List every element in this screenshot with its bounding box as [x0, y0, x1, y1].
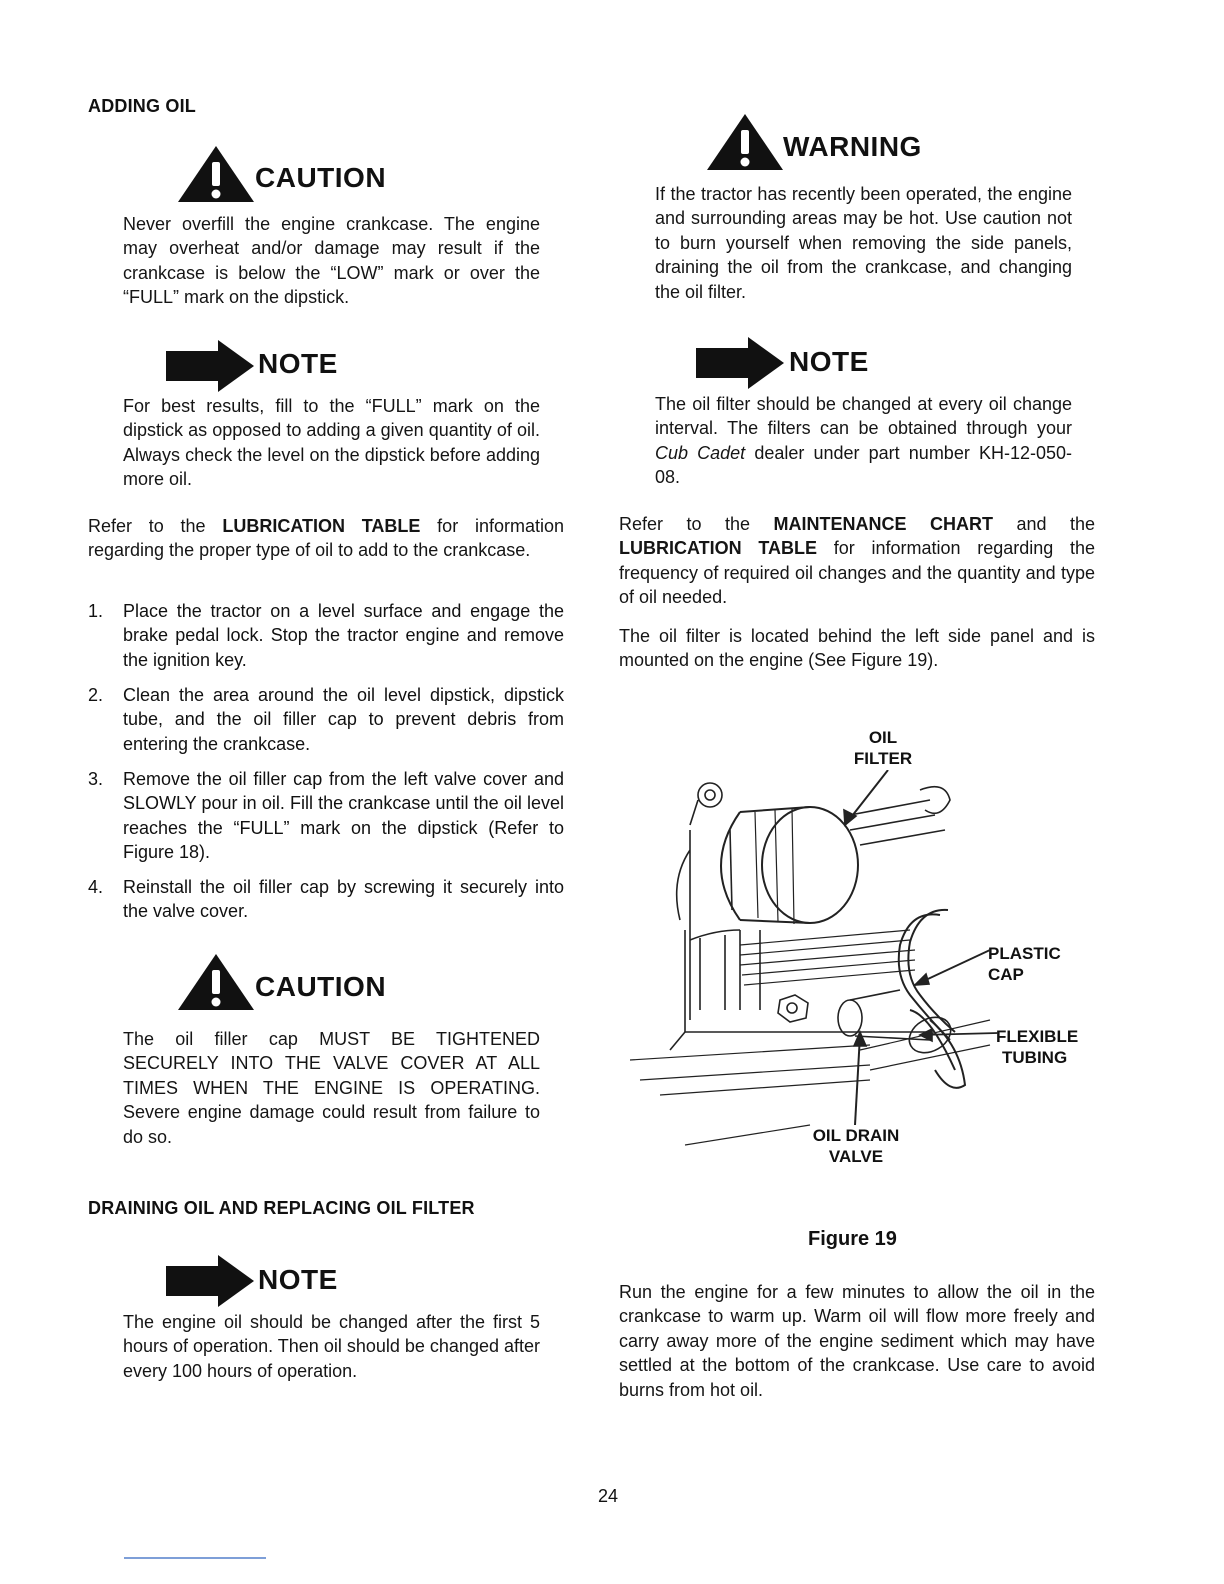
label-line: CAP — [988, 965, 1024, 984]
warning-text: If the tractor has recently been operated, the engine and surrounding areas may be hot. Use caution not to burn yourself when removing the side panels, draining the oil from the crankcase, and changing the oil filter. — [655, 184, 1072, 302]
list-item-number: 4. — [88, 877, 104, 897]
refer-pre: Refer to the — [619, 514, 774, 534]
figure-caption: Figure 19 — [808, 1228, 897, 1250]
section-heading-draining-oil: DRAINING OIL AND REPLACING OIL FILTER — [88, 1198, 475, 1218]
note-title: NOTE — [789, 346, 869, 377]
lubrication-table-ref: LUBRICATION TABLE — [222, 516, 421, 536]
section-heading-adding-oil: ADDING OIL — [88, 96, 196, 116]
note-arrow-icon — [164, 1255, 256, 1307]
list-item-number: 1. — [88, 601, 104, 621]
refer-post: for information regarding the frequency of required oil changes and the quantity and type of oil needed. — [619, 538, 1095, 608]
refer-post: for information regarding the proper type of oil to add to the crankcase. — [88, 516, 564, 561]
note-title: NOTE — [258, 1264, 338, 1295]
label-line: FILTER — [853, 749, 913, 768]
engine-oil-filter-illustration — [630, 770, 1000, 1170]
oil-filter-note-text — [655, 392, 1072, 490]
refer-pre: Refer to the — [88, 516, 223, 536]
caution-text: Never overfill the engine crankcase. The engine may overheat and/or damage may result if the crankcase is below the “LOW” mark or over the “FULL” mark on the dipstick. — [123, 214, 540, 308]
note-text-post: dealer under part number KH-12-050-08. — [655, 442, 1072, 488]
label-line: OIL — [868, 728, 898, 747]
cub-cadet-brand: Cub Cadet — [655, 442, 746, 463]
caution-triangle-icon — [176, 144, 256, 204]
list-item-text: Place the tractor on a level surface and engage the brake pedal lock. Stop the tractor engine and remove the ignition key. — [123, 601, 564, 670]
list-item-text: Remove the oil filler cap from the left valve cover and SLOWLY pour in oil. Fill the crankcase until the oil level reaches the “FULL” mark on the dipstick (Refer to Figure 18). — [123, 769, 564, 863]
oil-filter-location-text: The oil filter is located behind the left side panel and is mounted on the engine (See Figure 19). — [619, 626, 1095, 671]
page-number: 24 — [598, 1486, 619, 1506]
warning-triangle-icon — [705, 112, 785, 172]
caution-title: CAUTION — [255, 971, 387, 1002]
figure-label-oil-filter — [840, 727, 926, 769]
list-item-number: 2. — [88, 685, 104, 705]
note-title: NOTE — [258, 348, 338, 379]
maintenance-refer-paragraph — [619, 512, 1095, 610]
figure-label-flexible-tubing — [996, 1026, 1078, 1068]
label-line: PLASTIC — [988, 944, 1061, 963]
note-text: The engine oil should be changed after the first 5 hours of operation. Then oil should be changed after every 100 hours of operation. — [123, 1312, 540, 1381]
refer-mid: and the — [992, 514, 1095, 534]
run-engine-paragraph: Run the engine for a few minutes to allow the oil in the crankcase to warm up. Warm oil will flow more freely and carry away more of the engine sediment which may have settled at the bottom of the crankcase. Use care to avoid burns from hot oil. — [619, 1282, 1095, 1400]
maintenance-chart-ref: MAINTENANCE CHART — [773, 514, 993, 534]
lubrication-table-ref: LUBRICATION TABLE — [619, 538, 818, 559]
warning-title: WARNING — [783, 131, 922, 162]
lubrication-refer-paragraph — [88, 514, 564, 563]
note-text: For best results, fill to the “FULL” mark on the dipstick as opposed to adding a given quantity of oil. Always check the level on the dipstick before adding more oil. — [123, 396, 540, 490]
label-line: OIL DRAIN — [812, 1126, 900, 1145]
note-arrow-icon — [694, 337, 786, 389]
note-arrow-icon — [164, 340, 256, 392]
caution-text: The oil filler cap MUST BE TIGHTENED SECURELY INTO THE VALVE COVER AT ALL TIMES WHEN THE ENGINE IS OPERATING. Severe engine damage could result from failure to do so. — [123, 1029, 540, 1147]
list-item-number: 3. — [88, 769, 104, 789]
caution-title: CAUTION — [255, 162, 387, 193]
note-text-pre: The oil filter should be changed at every oil change interval. The filters can be obtained through your — [655, 394, 1072, 439]
label-line: VALVE — [828, 1147, 884, 1166]
scan-artifact-line — [124, 1557, 266, 1559]
list-item-text: Clean the area around the oil level dipstick, dipstick tube, and the oil filler cap to prevent debris from entering the crankcase. — [123, 685, 564, 754]
list-item-text: Reinstall the oil filler cap by screwing it securely into the valve cover. — [123, 877, 564, 922]
label-line: TUBING — [1002, 1048, 1068, 1067]
caution-triangle-icon — [176, 952, 256, 1012]
label-line: FLEXIBLE — [996, 1027, 1079, 1046]
